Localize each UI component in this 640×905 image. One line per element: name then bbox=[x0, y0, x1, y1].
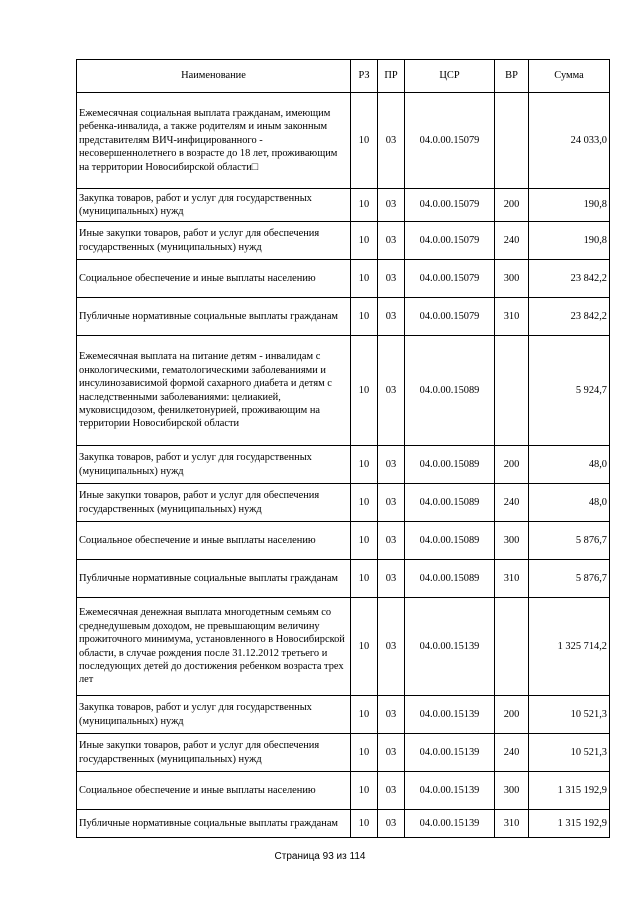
cell-csr: 04.0.00.15089 bbox=[405, 446, 495, 484]
cell-rz: 10 bbox=[351, 189, 378, 222]
header-csr: ЦСР bbox=[405, 60, 495, 93]
cell-vr: 310 bbox=[495, 560, 529, 598]
cell-sum: 190,8 bbox=[529, 189, 610, 222]
table-row bbox=[77, 696, 610, 734]
cell-sum: 10 521,3 bbox=[529, 696, 610, 734]
cell-csr: 04.0.00.15079 bbox=[405, 222, 495, 260]
cell-name: Социальное обеспечение и иные выплаты населению bbox=[77, 260, 351, 298]
cell-sum: 23 842,2 bbox=[529, 298, 610, 336]
cell-sum: 190,8 bbox=[529, 222, 610, 260]
cell-pr: 03 bbox=[378, 260, 405, 298]
cell-sum: 1 315 192,9 bbox=[529, 772, 610, 810]
cell-sum: 48,0 bbox=[529, 484, 610, 522]
cell-sum: 24 033,0 bbox=[529, 93, 610, 189]
cell-csr: 04.0.00.15139 bbox=[405, 810, 495, 838]
cell-pr: 03 bbox=[378, 734, 405, 772]
header-name: Наименование bbox=[77, 60, 351, 93]
cell-rz: 10 bbox=[351, 260, 378, 298]
cell-rz: 10 bbox=[351, 810, 378, 838]
cell-csr: 04.0.00.15079 bbox=[405, 298, 495, 336]
cell-vr: 200 bbox=[495, 189, 529, 222]
cell-pr: 03 bbox=[378, 298, 405, 336]
budget-table bbox=[76, 59, 610, 838]
cell-vr bbox=[495, 93, 529, 189]
cell-pr: 03 bbox=[378, 522, 405, 560]
cell-rz: 10 bbox=[351, 446, 378, 484]
table-row bbox=[77, 298, 610, 336]
cell-rz: 10 bbox=[351, 598, 378, 696]
cell-vr: 200 bbox=[495, 446, 529, 484]
cell-rz: 10 bbox=[351, 93, 378, 189]
cell-rz: 10 bbox=[351, 734, 378, 772]
cell-sum: 48,0 bbox=[529, 446, 610, 484]
cell-name: Ежемесячная социальная выплата гражданам, имеющим ребенка-инвалида, а также родителям и иным законным представителям ВИЧ-инфицированного - несовершеннолетнего в возрасте до 18 лет, проживающим на территории Новосибирской области□ bbox=[77, 93, 351, 189]
table-row bbox=[77, 222, 610, 260]
table-row bbox=[77, 810, 610, 838]
cell-sum: 5 876,7 bbox=[529, 560, 610, 598]
cell-rz: 10 bbox=[351, 772, 378, 810]
cell-name: Закупка товаров, работ и услуг для государственных (муниципальных) нужд bbox=[77, 189, 351, 222]
cell-csr: 04.0.00.15079 bbox=[405, 189, 495, 222]
header-sum: Сумма bbox=[529, 60, 610, 93]
table-header-row bbox=[77, 60, 610, 93]
table-row bbox=[77, 522, 610, 560]
table-row bbox=[77, 336, 610, 446]
cell-name: Ежемесячная денежная выплата многодетным семьям со среднедушевым доходом, не превышающим величину прожиточного минимума, установленного в Новосибирской области, в случае рождения после 31.12.2012 третьего и последующих детей до достижения ребенком возраста трех лет bbox=[77, 598, 351, 696]
cell-name: Публичные нормативные социальные выплаты гражданам bbox=[77, 560, 351, 598]
cell-rz: 10 bbox=[351, 522, 378, 560]
cell-vr: 240 bbox=[495, 222, 529, 260]
cell-vr bbox=[495, 598, 529, 696]
cell-csr: 04.0.00.15089 bbox=[405, 336, 495, 446]
cell-sum: 5 876,7 bbox=[529, 522, 610, 560]
cell-csr: 04.0.00.15089 bbox=[405, 560, 495, 598]
cell-sum: 23 842,2 bbox=[529, 260, 610, 298]
header-pr: ПР bbox=[378, 60, 405, 93]
cell-vr: 200 bbox=[495, 696, 529, 734]
cell-pr: 03 bbox=[378, 189, 405, 222]
cell-sum: 1 315 192,9 bbox=[529, 810, 610, 838]
cell-csr: 04.0.00.15139 bbox=[405, 598, 495, 696]
cell-pr: 03 bbox=[378, 810, 405, 838]
cell-pr: 03 bbox=[378, 222, 405, 260]
cell-vr: 300 bbox=[495, 260, 529, 298]
cell-rz: 10 bbox=[351, 696, 378, 734]
cell-csr: 04.0.00.15079 bbox=[405, 93, 495, 189]
cell-pr: 03 bbox=[378, 446, 405, 484]
cell-csr: 04.0.00.15139 bbox=[405, 734, 495, 772]
cell-name: Ежемесячная выплата на питание детям - инвалидам с онкологическими, гематологическими заболеваниями и инсулинозависимой формой сахарного диабета и детям с наследственными заболеваниями: целиакией, муковисцидозом, фенилкетонурией, проживающим на территории Новосибирской области bbox=[77, 336, 351, 446]
cell-csr: 04.0.00.15089 bbox=[405, 484, 495, 522]
cell-pr: 03 bbox=[378, 598, 405, 696]
cell-pr: 03 bbox=[378, 696, 405, 734]
table-row bbox=[77, 189, 610, 222]
cell-name: Публичные нормативные социальные выплаты гражданам bbox=[77, 810, 351, 838]
header-vr: ВР bbox=[495, 60, 529, 93]
cell-vr: 310 bbox=[495, 810, 529, 838]
table-row bbox=[77, 560, 610, 598]
cell-rz: 10 bbox=[351, 484, 378, 522]
cell-name: Публичные нормативные социальные выплаты гражданам bbox=[77, 298, 351, 336]
cell-name: Закупка товаров, работ и услуг для государственных (муниципальных) нужд bbox=[77, 696, 351, 734]
cell-sum: 10 521,3 bbox=[529, 734, 610, 772]
cell-name: Иные закупки товаров, работ и услуг для обеспечения государственных (муниципальных) нужд bbox=[77, 484, 351, 522]
cell-vr bbox=[495, 336, 529, 446]
cell-name: Иные закупки товаров, работ и услуг для обеспечения государственных (муниципальных) нужд bbox=[77, 222, 351, 260]
table-row bbox=[77, 446, 610, 484]
cell-vr: 310 bbox=[495, 298, 529, 336]
cell-csr: 04.0.00.15079 bbox=[405, 260, 495, 298]
cell-rz: 10 bbox=[351, 560, 378, 598]
table-row bbox=[77, 93, 610, 189]
cell-name: Иные закупки товаров, работ и услуг для обеспечения государственных (муниципальных) нужд bbox=[77, 734, 351, 772]
cell-pr: 03 bbox=[378, 560, 405, 598]
cell-pr: 03 bbox=[378, 336, 405, 446]
cell-pr: 03 bbox=[378, 484, 405, 522]
cell-vr: 240 bbox=[495, 484, 529, 522]
table-row bbox=[77, 484, 610, 522]
cell-name: Закупка товаров, работ и услуг для государственных (муниципальных) нужд bbox=[77, 446, 351, 484]
table-row bbox=[77, 260, 610, 298]
cell-name: Социальное обеспечение и иные выплаты населению bbox=[77, 522, 351, 560]
cell-csr: 04.0.00.15139 bbox=[405, 772, 495, 810]
cell-rz: 10 bbox=[351, 336, 378, 446]
table-row bbox=[77, 734, 610, 772]
table-row bbox=[77, 598, 610, 696]
cell-rz: 10 bbox=[351, 298, 378, 336]
cell-vr: 300 bbox=[495, 522, 529, 560]
cell-pr: 03 bbox=[378, 93, 405, 189]
cell-csr: 04.0.00.15089 bbox=[405, 522, 495, 560]
cell-name: Социальное обеспечение и иные выплаты населению bbox=[77, 772, 351, 810]
cell-rz: 10 bbox=[351, 222, 378, 260]
table-row bbox=[77, 772, 610, 810]
cell-vr: 240 bbox=[495, 734, 529, 772]
cell-vr: 300 bbox=[495, 772, 529, 810]
cell-sum: 5 924,7 bbox=[529, 336, 610, 446]
page-number: Страница 93 из 114 bbox=[274, 851, 366, 862]
cell-sum: 1 325 714,2 bbox=[529, 598, 610, 696]
cell-pr: 03 bbox=[378, 772, 405, 810]
cell-csr: 04.0.00.15139 bbox=[405, 696, 495, 734]
header-rz: РЗ bbox=[351, 60, 378, 93]
